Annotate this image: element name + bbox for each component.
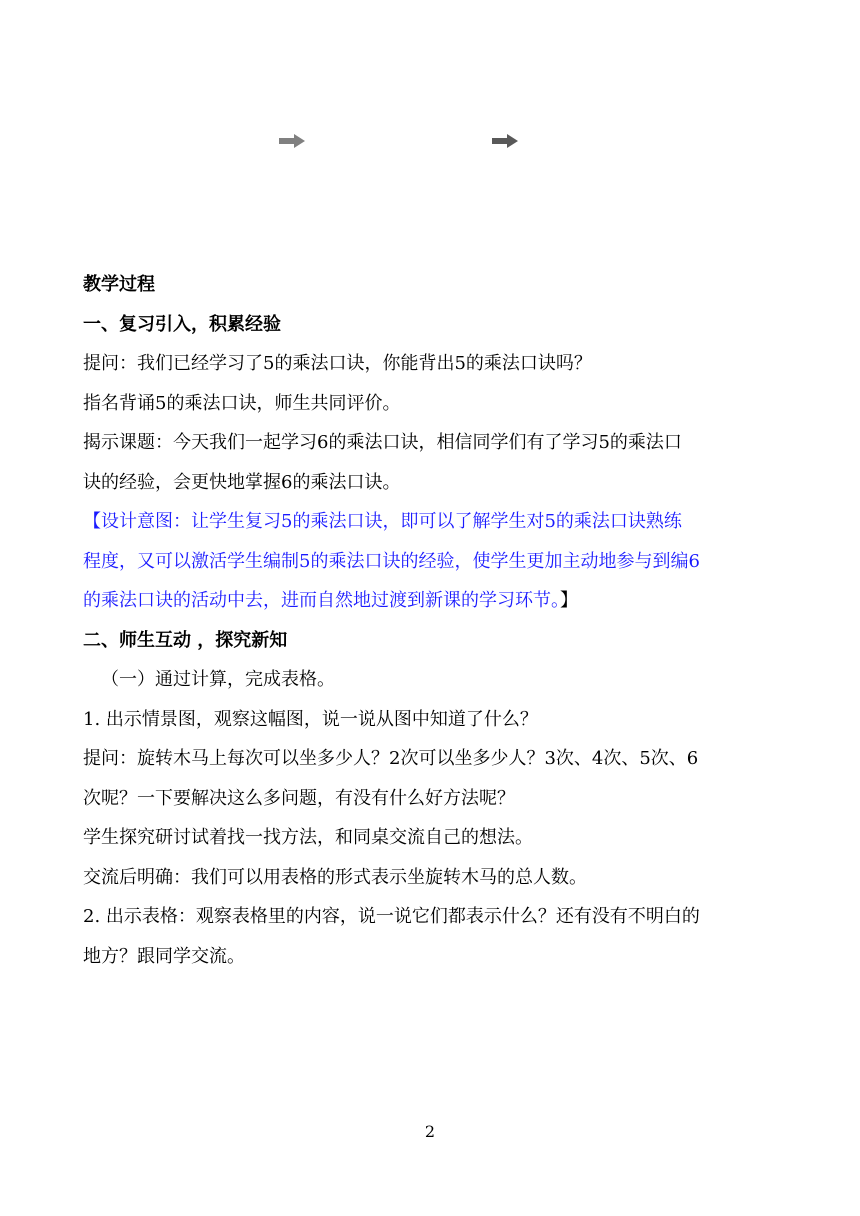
heading-review: 一、复习引入，积累经验 <box>83 313 281 335</box>
document-body <box>83 265 783 976</box>
design-intent-line: 【设计意图：让学生复习5的乘法口诀，即可以了解学生对5的乘法口诀熟练 <box>83 511 682 532</box>
design-intent-close-bracket: 】 <box>560 590 578 611</box>
heading-explore: 二、师生互动 ，探究新知 <box>83 629 288 651</box>
paragraph-line: 提问：旋转木马上每次可以坐多少人？2次可以坐多少人？3次、4次、5次、6 <box>83 748 699 769</box>
subheading: （一）通过计算，完成表格。 <box>101 669 335 690</box>
paragraph-line: 诀的经验，会更快地掌握6的乘法口诀。 <box>83 471 401 493</box>
design-intent-line: 程度，又可以激活学生编制5的乘法口诀的经验，使学生更加主动地参与到编6 <box>83 550 700 572</box>
section-title: 教学过程 <box>83 274 155 295</box>
paragraph: 交流后明确：我们可以用表格的形式表示坐旋转木马的总人数。 <box>83 866 587 888</box>
paragraph-line: 揭示课题：今天我们一起学习6的乘法口诀，相信同学们有了学习5的乘法口 <box>83 432 682 453</box>
paragraph: 指名背诵5的乘法口诀，师生共同评价。 <box>83 392 401 414</box>
design-intent <box>83 502 783 621</box>
paragraph <box>83 897 783 976</box>
paragraph <box>83 423 783 502</box>
paragraph-line: 次呢？一下要解决这么多问题，有没有什么好方法呢？ <box>83 787 515 809</box>
right-arrow-icon <box>492 134 518 148</box>
paragraph <box>83 739 783 818</box>
page-number: 2 <box>424 1122 436 1141</box>
right-arrow-icon <box>279 134 305 148</box>
paragraph: 1. 出示情景图，观察这幅图，说一说从图中知道了什么？ <box>83 708 538 730</box>
paragraph-line: 地方？跟同学交流。 <box>83 945 245 967</box>
design-intent-line: 的乘法口诀的活动中去，进而自然地过渡到新课的学习环节。 <box>83 590 560 611</box>
paragraph-line: 2. 出示表格：观察表格里的内容，说一说它们都表示什么？还有没有不明白的 <box>83 906 700 927</box>
paragraph: 提问：我们已经学习了5的乘法口诀，你能背出5的乘法口诀吗？ <box>83 353 592 374</box>
paragraph: 学生探究研讨试着找一找方法，和同桌交流自己的想法。 <box>83 827 533 848</box>
